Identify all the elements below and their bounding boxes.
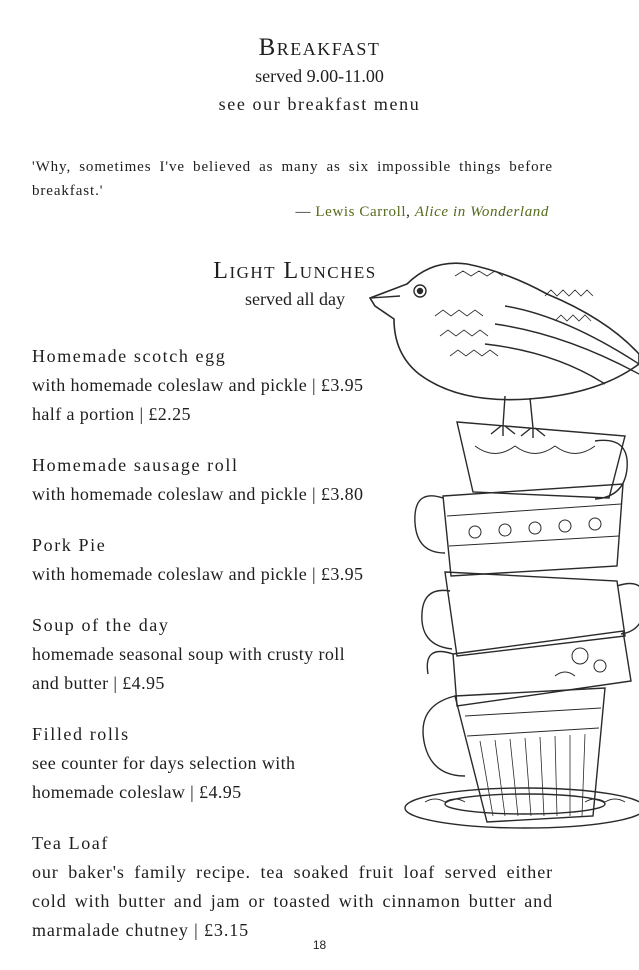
- item-detail: homemade coleslaw | £4.95: [32, 782, 242, 802]
- quote-author: Lewis Carroll: [315, 204, 407, 220]
- menu-item-sausage-roll: [32, 451, 363, 509]
- item-detail: homemade seasonal soup with crusty roll: [32, 644, 346, 664]
- light-lunches-heading: Light Lunches: [213, 258, 377, 284]
- item-detail: with homemade coleslaw and pickle | £3.95: [32, 375, 364, 395]
- item-detail: see counter for days selection with: [32, 753, 296, 773]
- page-number: 18: [312, 938, 327, 952]
- item-name: Pork Pie: [32, 535, 107, 555]
- item-name: Homemade sausage roll: [32, 455, 239, 475]
- item-description: our baker's family recipe. tea soaked fruit loaf served either cold with butter and jam or toasted with cinnamon butter and marmalade chutney | £3.15: [32, 862, 553, 940]
- item-detail: with homemade coleslaw and pickle | £3.95: [32, 564, 364, 584]
- breakfast-menu-link[interactable]: see our breakfast menu: [218, 94, 421, 114]
- item-detail: half a portion | £2.25: [32, 404, 191, 424]
- menu-item-filled-rolls: [32, 720, 295, 807]
- quote-book: Alice in Wonderland: [414, 204, 549, 220]
- item-name: Soup of the day: [32, 615, 170, 635]
- item-name: Homemade scotch egg: [32, 346, 227, 366]
- attribution-separator: ,: [406, 204, 415, 220]
- breakfast-hours: served 9.00-11.00: [255, 66, 384, 86]
- quote-attribution: [295, 204, 549, 221]
- menu-item-tea-loaf: [32, 829, 553, 945]
- bird-on-teacups-icon: [355, 236, 639, 836]
- menu-item-scotch-egg: [32, 342, 363, 429]
- item-detail: and butter | £4.95: [32, 673, 165, 693]
- item-name: Filled rolls: [32, 724, 130, 744]
- menu-item-pork-pie: [32, 531, 363, 589]
- breakfast-heading: Breakfast: [258, 34, 381, 61]
- quote-text: 'Why, sometimes I've believed as many as six impossible things before breakfast.': [32, 159, 553, 199]
- light-lunches-hours: served all day: [245, 289, 345, 309]
- item-name: Tea Loaf: [32, 833, 109, 853]
- menu-item-soup: [32, 611, 345, 698]
- attribution-dash: —: [295, 204, 316, 220]
- item-detail: with homemade coleslaw and pickle | £3.80: [32, 484, 364, 504]
